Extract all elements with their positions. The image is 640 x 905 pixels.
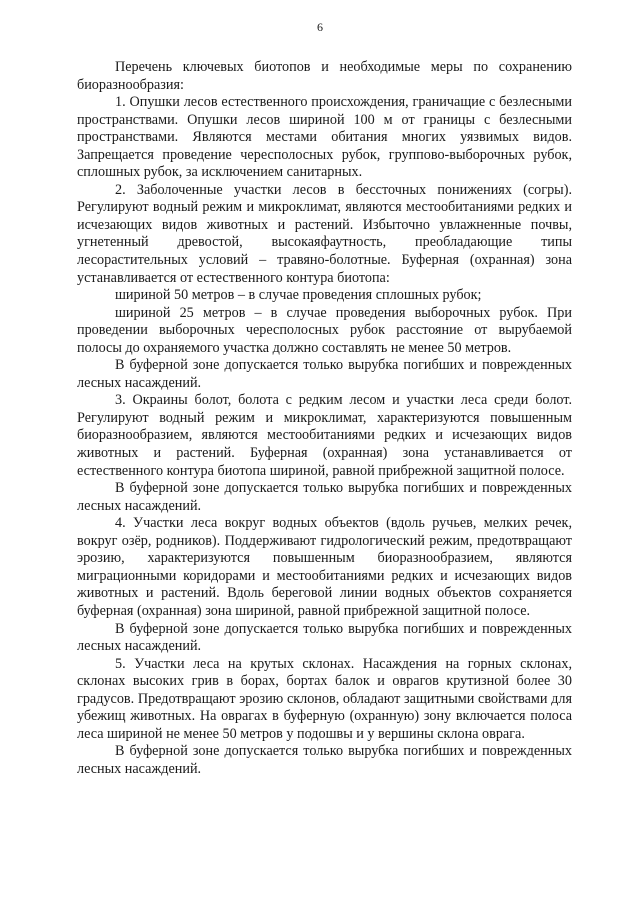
buffer-zone-rule-paragraph: В буферной зоне допускается только вырубка погибших и поврежденных лесных насаждений. [77, 357, 572, 391]
document-body [77, 59, 572, 778]
biotope-4-paragraph: 4. Участки леса вокруг водных объектов (вдоль ручьев, мелких речек, вокруг озёр, родников). Поддерживают гидрологический режим, предотвращают эрозию, характеризуются повышенным биоразнообразием, являются миграционными коридорами и местообитаниями редких и исчезающих видов животных и растений. Вдоль береговой линии водных объектов сохраняется буферная (охранная) зона шириной, равной прибрежной защитной полосе. [77, 515, 572, 619]
buffer-zone-rule-paragraph: В буферной зоне допускается только вырубка погибших и поврежденных лесных насаждений. [77, 620, 572, 655]
biotope-1-paragraph: 1. Опушки лесов естественного происхождения, граничащие с безлесными пространствами. Опушки лесов шириной 100 м от границы с безлесными пространствами. Являются местами обитания многих уязвимых видов. Запрещается проведение чересполосных рубок, группово-выборочных рубок, сплошных рубок, за исключением санитарных. [77, 94, 572, 181]
page-number: 6 [317, 20, 323, 34]
biotope-2-paragraph: 2. Заболоченные участки лесов в бессточных понижениях (согры). Регулируют водный режим и микроклимат, являются местообитаниями редких и исчезающих видов животных и растений. Избыточно увлажненные почвы, угнетенный древостой, высокаяфаутность, преобладающие типы лесорастительных условий – травяно-болотные. Буферная (охранная) зона устанавливается от естественного контура биотопа: [77, 181, 572, 286]
buffer-zone-rule-paragraph: В буферной зоне допускается только вырубка погибших и поврежденных лесных насаждений. [77, 480, 572, 514]
buffer-width-selective-paragraph: шириной 25 метров – в случае проведения выборочных рубок. При проведении выборочных чересполосных рубок расстояние от вырубаемой полосы до охраняемого участка должно составлять не менее 50 метров. [77, 304, 572, 356]
biotope-3-paragraph: 3. Окраины болот, болота с редким лесом и участки леса среди болот. Регулируют водный режим и микроклимат, характеризуются повышенным биоразнообразием, являются местообитаниями редких и исчезающих видов животных и растений. Буферная (охранная) зона устанавливается от естественного контура биотопа шириной, равной прибрежной защитной полосе. [77, 392, 572, 479]
intro-paragraph: Перечень ключевых биотопов и необходимые меры по сохранению биоразнообразия: [77, 59, 572, 93]
buffer-width-clearcut-paragraph: шириной 50 метров – в случае проведения сплошных рубок; [115, 287, 482, 304]
buffer-zone-rule-paragraph: В буферной зоне допускается только вырубка погибших и поврежденных лесных насаждений. [77, 743, 572, 777]
biotope-5-paragraph: 5. Участки леса на крутых склонах. Насаждения на горных склонах, склонах высоких грив в борах, бортах балок и оврагов крутизной более 30 градусов. Предотвращают эрозию склонов, обладают защитными свойствами для убежищ животных. На оврагах в буферную (охранную) зону включается полоса леса шириной не менее 50 метров у подошвы и у вершины склона оврага. [77, 655, 572, 742]
